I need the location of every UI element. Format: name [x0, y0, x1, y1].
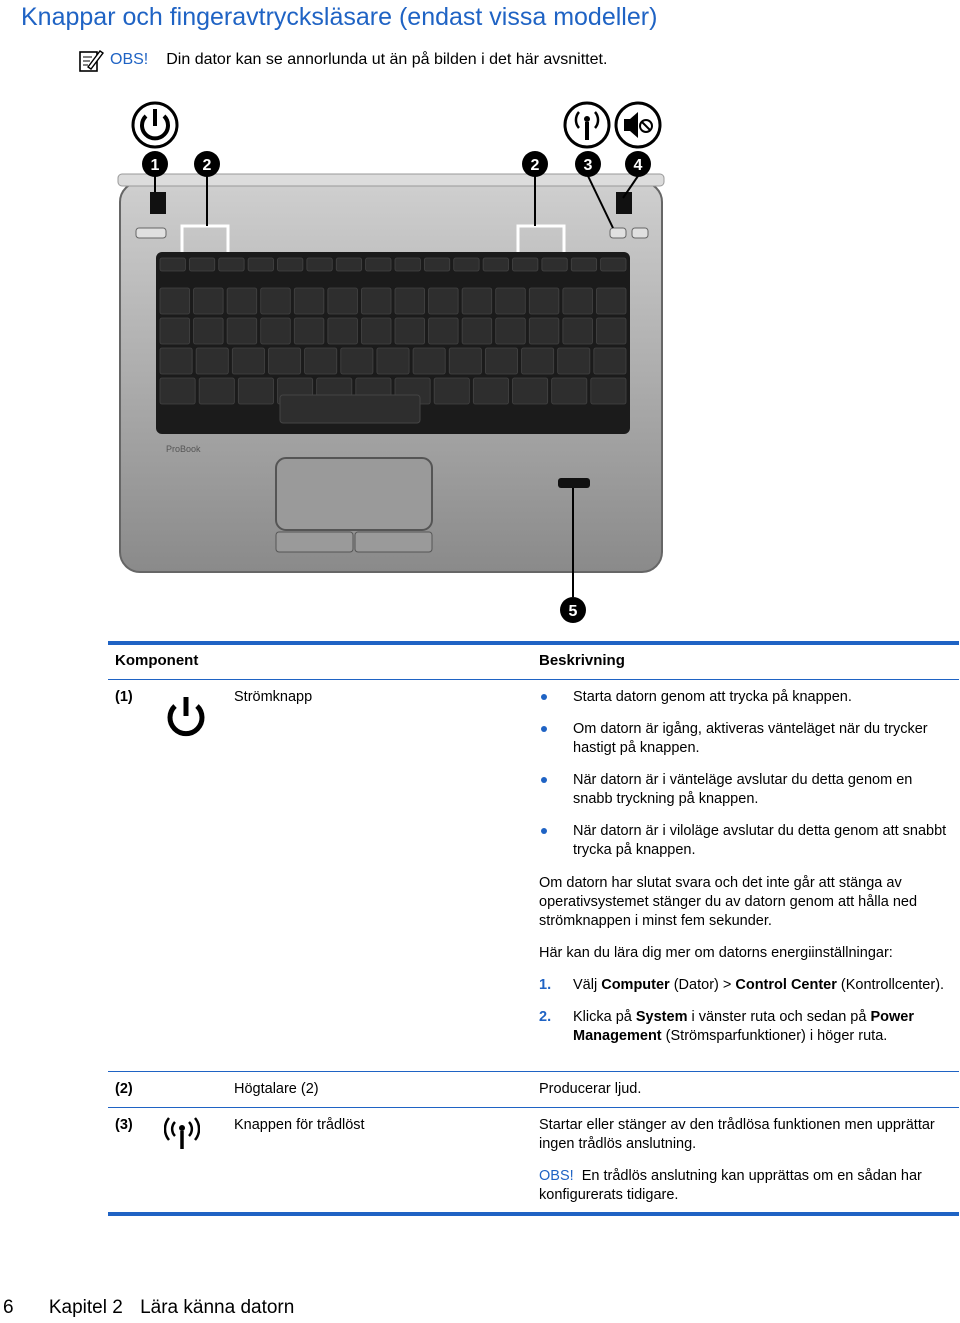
wireless-icon	[565, 103, 609, 147]
keyboard-key	[496, 288, 526, 314]
row2-name: Högtalare (2)	[234, 1081, 319, 1097]
list-item: När datorn är i viloläge avslutar du detta genom att snabbt trycka på knappen.	[539, 822, 949, 860]
row3-description: Startar eller stänger av den trådlösa funktionen men upprättar ingen trådlös anslutning.	[539, 1117, 935, 1152]
keyboard-key	[429, 318, 459, 344]
chapter-title: Lära känna datorn	[140, 1297, 295, 1318]
row1-number: (1)	[115, 689, 133, 705]
keyboard-key	[336, 258, 361, 271]
keyboard-key	[361, 318, 391, 344]
keyboard-key	[395, 288, 425, 314]
keyboard-key	[473, 378, 508, 404]
table-top-rule	[108, 641, 959, 645]
header-description: Beskrivning	[539, 652, 625, 669]
callout-5: 5	[568, 603, 578, 620]
list-item: 1. Välj Computer (Dator) > Control Center (Kontrollcenter).	[539, 977, 945, 993]
row1-name: Strömknapp	[234, 689, 313, 705]
keyboard-key	[307, 258, 332, 271]
keyboard-key	[413, 348, 445, 374]
page-title: Knappar och fingeravtrycksläsare (endast vissa modeller)	[21, 3, 658, 31]
keyboard-key	[261, 288, 291, 314]
keyboard-key	[529, 288, 559, 314]
row2-number: (2)	[115, 1081, 133, 1097]
power-icon	[133, 103, 177, 147]
keyboard-key	[563, 318, 593, 344]
brand-label: ProBook	[166, 444, 201, 454]
page-number: 6	[3, 1297, 14, 1318]
callout-3: 3	[583, 157, 593, 174]
list-item: När datorn är i vänteläge avslutar du detta genom en snabb tryckning på knappen.	[539, 771, 949, 809]
keyboard-key	[513, 258, 538, 271]
keyboard-key	[194, 288, 224, 314]
keyboard-key	[160, 288, 190, 314]
keyboard-key	[196, 348, 228, 374]
header-component: Komponent	[115, 652, 199, 669]
keyboard-key	[160, 348, 192, 374]
row3-note-text: En trådlös anslutning kan upprättas om en sådan har konfigurerats tidigare.	[539, 1168, 922, 1203]
keyboard-key	[268, 348, 300, 374]
keyboard-key	[361, 288, 391, 314]
keyboard-key	[522, 348, 554, 374]
keyboard-key	[199, 378, 234, 404]
keyboard-key	[328, 288, 358, 314]
keyboard-key	[227, 288, 257, 314]
keyboard-key	[248, 258, 273, 271]
keyboard-key	[278, 258, 303, 271]
keyboard-key	[160, 258, 185, 271]
row3-note-label: OBS!	[539, 1168, 574, 1184]
keyboard-key	[160, 378, 195, 404]
keyboard-key	[558, 348, 590, 374]
keyboard-key	[601, 258, 626, 271]
keyboard-key	[462, 288, 492, 314]
keyboard-key	[563, 288, 593, 314]
keyboard-key	[483, 258, 508, 271]
power-icon	[164, 694, 208, 738]
keyboard-key	[485, 348, 517, 374]
keyboard-key	[328, 318, 358, 344]
callout-4: 4	[633, 157, 643, 174]
keyboard-key	[462, 318, 492, 344]
callout-2b: 2	[530, 157, 540, 174]
keyboard-key	[594, 348, 626, 374]
table-header-rule	[108, 679, 959, 680]
keyboard-key	[305, 348, 337, 374]
keyboard-key	[341, 348, 373, 374]
keyboard-key	[238, 378, 273, 404]
keyboard-key	[513, 378, 548, 404]
note	[78, 47, 607, 73]
keyboard-key	[232, 348, 264, 374]
row1-bullets	[539, 688, 949, 873]
keyboard-key	[219, 258, 244, 271]
chapter-label: Kapitel 2	[48, 1297, 123, 1318]
list-item: Starta datorn genom att trycka på knappen.	[539, 688, 949, 707]
callout-1: 1	[150, 157, 160, 174]
keyboard-key	[261, 318, 291, 344]
keyboard-key	[424, 258, 449, 271]
keyboard-key	[571, 258, 596, 271]
keyboard-key	[377, 348, 409, 374]
row1-intro: Här kan du lära dig mer om datorns energiinställningar:	[539, 945, 893, 961]
page-footer	[3, 1297, 294, 1319]
keyboard-key	[395, 318, 425, 344]
list-item: 2. Klicka på System i vänster ruta och sedan på Power Management (Strömsparfunktioner) i höger ruta.	[539, 1009, 914, 1044]
row-rule	[108, 1071, 959, 1072]
note-text: Din dator kan se annorlunda ut än på bilden i det här avsnittet.	[166, 51, 608, 68]
keyboard-key	[596, 288, 626, 314]
keyboard-key	[189, 258, 214, 271]
keyboard-key	[160, 318, 190, 344]
keyboard-key	[454, 258, 479, 271]
keyboard-key	[194, 318, 224, 344]
keyboard-key	[395, 258, 420, 271]
keyboard-key	[227, 318, 257, 344]
row-rule	[108, 1107, 959, 1108]
keyboard-key	[294, 288, 324, 314]
keyboard-key	[366, 258, 391, 271]
keyboard-key	[434, 378, 469, 404]
keyboard-key	[591, 378, 626, 404]
row3-name: Knappen för trådlöst	[234, 1117, 365, 1133]
keyboard-key	[294, 318, 324, 344]
keyboard-key	[496, 318, 526, 344]
row1-steps	[539, 976, 949, 1059]
laptop-illustration	[110, 92, 670, 632]
mute-icon	[616, 103, 660, 147]
row2-description: Producerar ljud.	[539, 1081, 642, 1097]
row3-note	[539, 1167, 949, 1205]
keyboard-key	[429, 288, 459, 314]
row1-paragraph: Om datorn har slutat svara och det inte går att stänga av operativsystemet stänger du av datorn genom att hålla ned strömknappen i minst fem sekunder.	[539, 875, 918, 929]
keyboard-key	[529, 318, 559, 344]
keyboard-key	[542, 258, 567, 271]
note-pencil-icon	[78, 47, 104, 73]
note-label: OBS!	[110, 51, 149, 68]
table-bottom-rule	[108, 1212, 959, 1216]
keyboard-key	[449, 348, 481, 374]
row3-number: (3)	[115, 1117, 133, 1133]
wireless-icon	[164, 1116, 200, 1152]
callout-2a: 2	[202, 157, 212, 174]
list-item: Om datorn är igång, aktiveras vänteläget när du trycker hastigt på knappen.	[539, 720, 949, 758]
keyboard-key	[552, 378, 587, 404]
keyboard-key	[596, 318, 626, 344]
